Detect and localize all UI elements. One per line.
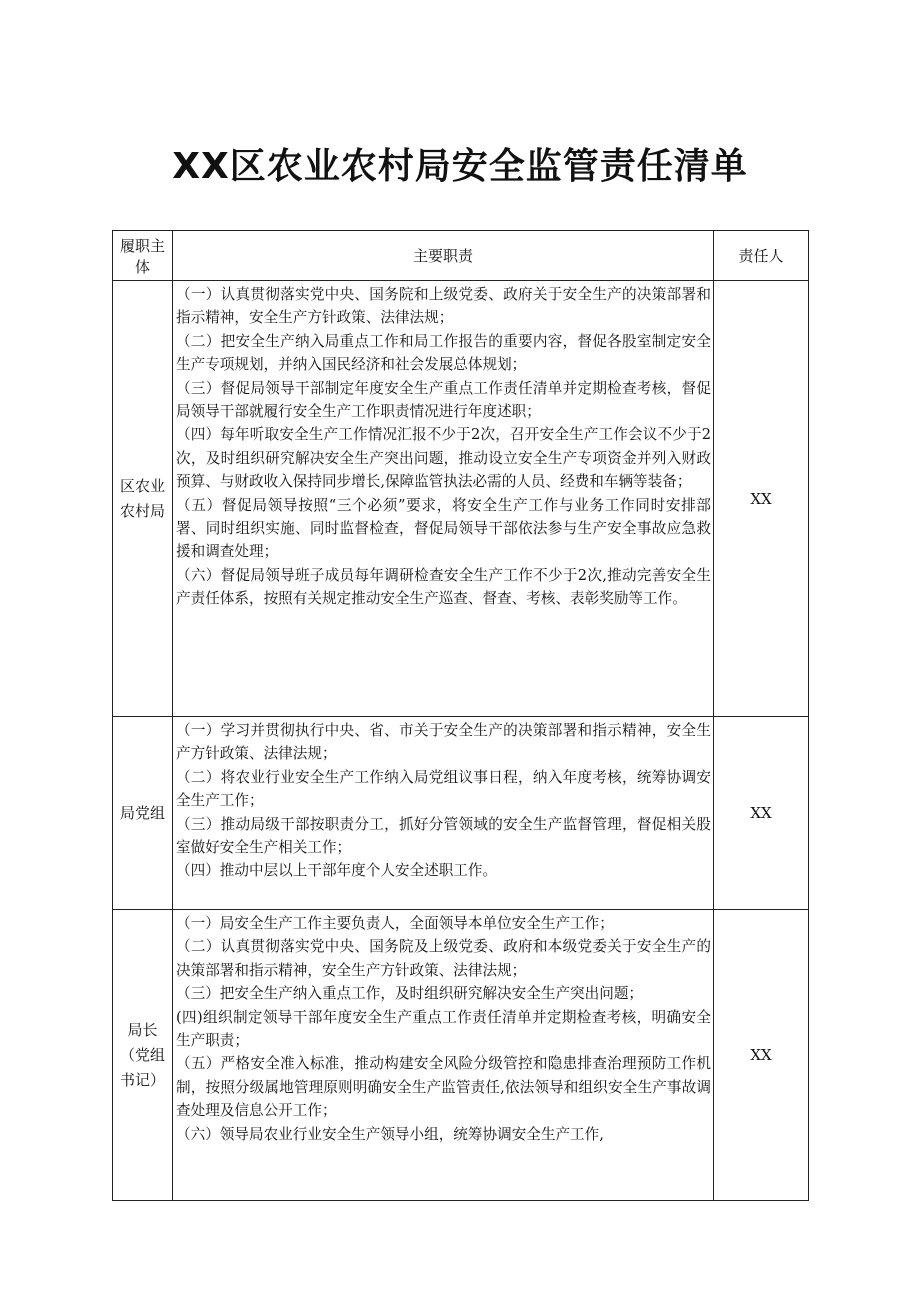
responsibility-table: [112, 230, 809, 1201]
duty-item: （二）将农业行业安全生产工作纳入局党组议事日程，纳入年度考核，统筹协调安全生产工作；: [176, 768, 711, 810]
duties-cell: [173, 717, 714, 910]
person-cell: XX: [714, 717, 809, 910]
duty-item: （三）把安全生产纳入重点工作，及时组织研究解决安全生产突出问题；: [176, 985, 644, 1003]
person-cell: XX: [714, 281, 809, 717]
person-cell: XX: [714, 910, 809, 1201]
duties-cell: [173, 281, 714, 717]
header-person: 责任人: [714, 231, 809, 281]
subject-cell: 区农业农村局: [113, 281, 173, 717]
duty-item: （四）推动中层以上干部年度个人安全述职工作。: [176, 862, 498, 880]
duty-item: （五）严格安全准入标准，推动构建安全风险分级管控和隐患排查治理预防工作机制，按照分级属地管理原则明确安全生产监管责任,依法领导和组织安全生产事故调查处理及信息公开工作；: [176, 1055, 711, 1120]
duty-item: （一）学习并贯彻执行中央、省、市关于安全生产的决策部署和指示精神，安全生产方针政策、法律法规；: [176, 722, 711, 763]
subject-cell: 局长（党组书记）: [113, 910, 173, 1201]
duty-item: （二）把安全生产纳入局重点工作和局工作报告的重要内容，督促各股室制定安全生产专项规划，并纳入国民经济和社会发展总体规划；: [176, 332, 711, 374]
header-duties: 主要职责: [173, 231, 714, 281]
table-row: [113, 910, 809, 1201]
header-subject: 履职主体: [113, 231, 173, 281]
table-row: [113, 281, 809, 717]
duty-item: （五）督促局领导按照“三个必须”要求，将安全生产工作与业务工作同时安排部署、同时组织实施、同时监督检查，督促局领导干部依法参与生产安全事故应急救援和调查处理；: [176, 496, 711, 561]
duty-item: (四)组织制定领导干部年度安全生产重点工作责任清单并定期检查考核，明确安全生产职责；: [176, 1008, 711, 1050]
duty-item: （二）认真贯彻落实党中央、国务院及上级党委、政府和本级党委关于安全生产的决策部署和指示精神，安全生产方针政策、法律法规；: [176, 938, 711, 979]
subject-cell: 局党组: [113, 717, 173, 910]
duty-item: （一）认真贯彻落实党中央、国务院和上级党委、政府关于安全生产的决策部署和指示精神，安全生产方针政策、法律法规；: [176, 286, 711, 327]
page-title: XX区农业农村局安全监管责任清单: [172, 146, 748, 187]
duty-item: （六）督促局领导班子成员每年调研检查安全生产工作不少于2次,推动完善安全生产责任体系，按照有关规定推动安全生产巡查、督查、考核、表彰奖励等工作。: [176, 566, 711, 608]
duties-cell: [173, 910, 714, 1201]
duty-item: （三）推动局级干部按职责分工，抓好分管领域的安全生产监督管理，督促相关股室做好安全生产相关工作；: [176, 815, 711, 857]
duty-item: （一）局安全生产工作主要负责人，全面领导本单位安全生产工作；: [176, 915, 614, 932]
duty-item: （六）领导局农业行业安全生产领导小组，统筹协调安全生产工作,: [176, 1125, 604, 1143]
duty-item: （三）督促局领导干部制定年度安全生产重点工作责任清单并定期检查考核，督促局领导干部就履行安全生产工作职责情况进行年度述职；: [176, 379, 711, 421]
table-row: [113, 717, 809, 910]
duty-item: （四）每年听取安全生产工作情况汇报不少于2次，召开安全生产工作会议不少于2次，及时组织研究解决安全生产突出问题，推动设立安全生产专项资金并列入财政预算、与财政收入保持同步增长,保障监管执法必需的人员、经费和车辆等装备；: [176, 426, 711, 491]
table-header-row: [113, 231, 809, 281]
